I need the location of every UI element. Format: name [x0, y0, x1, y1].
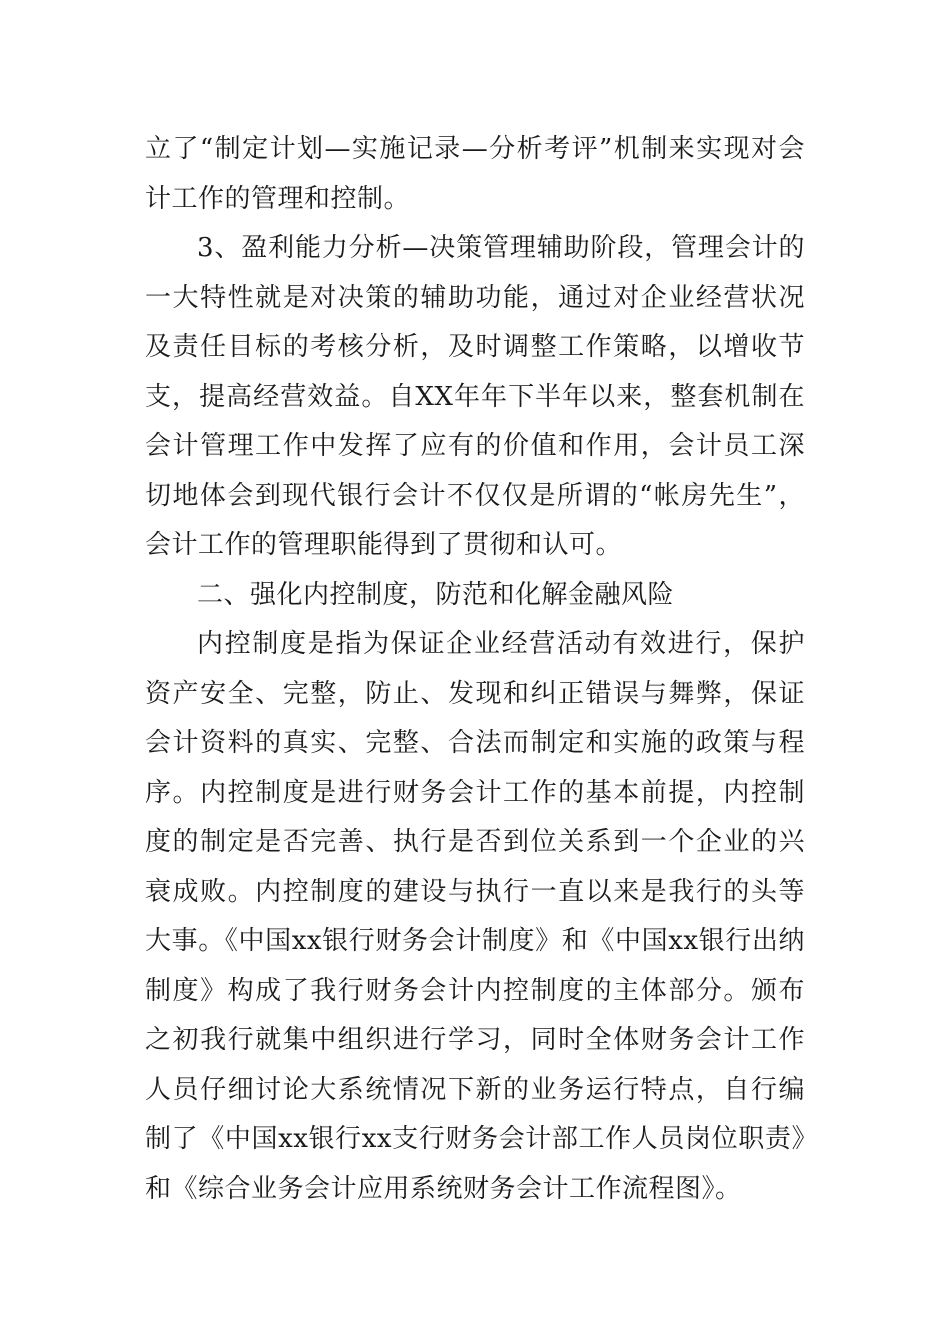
- paragraph-internal-control: 内控制度是指为保证企业经营活动有效进行，保护资产安全、完整，防止、发现和纠正错误与舞弊，保证会计资料的真实、完整、合法而制定和实施的政策与程序。内控制度是进行财务会计工作的基本前提，内控制度的制定是否完善、执行是否到位关系到一个企业的兴衰成败。内控制度的建设与执行一直以来是我行的头等大事。《中国xx银行财务会计制度》和《中国xx银行出纳制度》构成了我行财务会计内控制度的主体部分。颁布之初我行就集中组织进行学习，同时全体财务会计工作人员仔细讨论大系统情况下新的业务运行特点，自行编制了《中国xx银行xx支行财务会计部工作人员岗位职责》和《综合业务会计应用系统财务会计工作流程图》。: [145, 629, 805, 1204]
- section-heading-internal-control: 二、强化内控制度，防范和化解金融风险: [197, 579, 675, 610]
- paragraph-continuation: 立了“制定计划—实施记录—分析考评”机制来实现对会计工作的管理和控制。: [145, 134, 805, 214]
- document-body: [145, 125, 805, 1214]
- paragraph-profit-analysis: 3、盈利能力分析—决策管理辅助阶段，管理会计的一大特性就是对决策的辅助功能，通过对企业经营状况及责任目标的考核分析，及时调整工作策略，以增收节支，提高经营效益。自XX年年下半年以来，整套机制在会计管理工作中发挥了应有的价值和作用，会计员工深切地体会到现代银行会计不仅仅是所谓的“帐房先生”，会计工作的管理职能得到了贯彻和认可。: [145, 233, 805, 560]
